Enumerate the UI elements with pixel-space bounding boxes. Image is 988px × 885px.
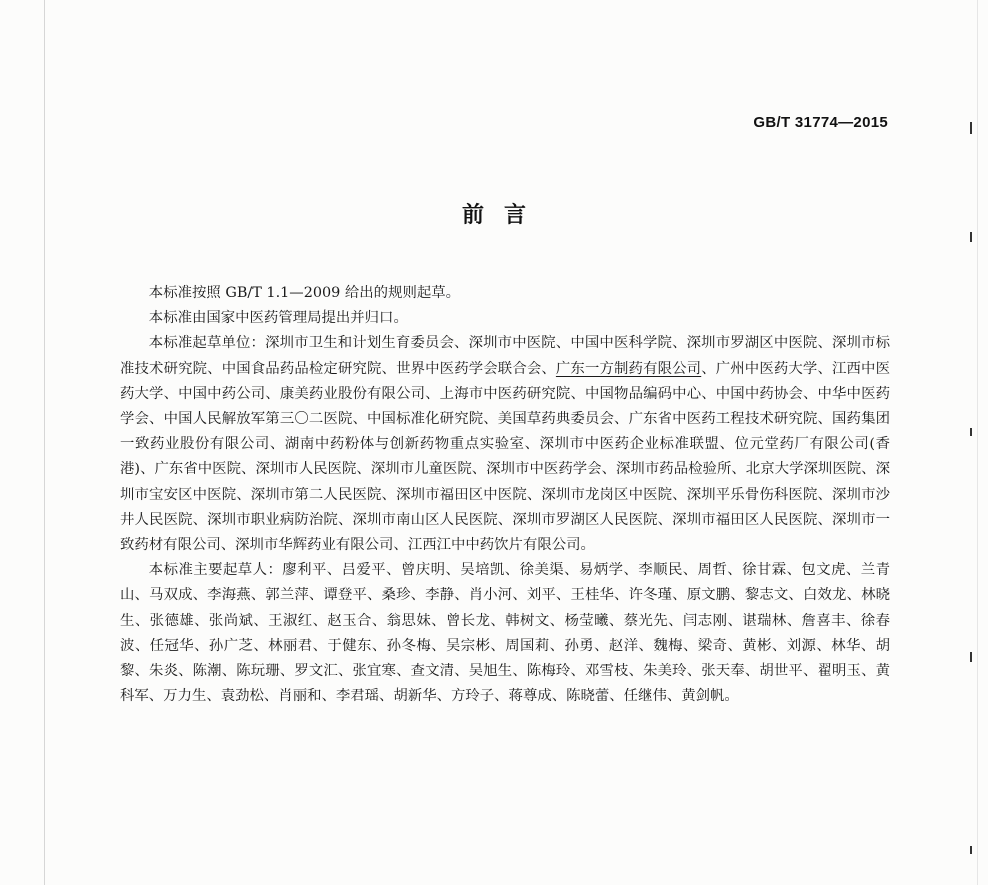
paragraph-drafting-units (120, 331, 890, 558)
margin-mark (970, 652, 972, 662)
paragraph-main-drafters: 本标准主要起草人：廖利平、吕爱平、曾庆明、吴培凯、徐美渠、易炳学、李顺民、周哲、徐甘霖、包文虎、兰青山、马双成、李海燕、郭兰萍、谭登平、桑珍、李静、肖小河、刘平、王桂华、许冬瑾、原文鹏、黎志文、白效龙、林晓生、张德雄、张尚斌、王淑红、赵玉合、翁思妹、曾长龙、韩树文、杨莹曦、蔡光先、闫志刚、谌瑞林、詹喜丰、徐春波、任冠华、孙广芝、林丽君、于健东、孙冬梅、吴宗彬、周国莉、孙勇、赵洋、魏梅、梁奇、黄彬、刘源、林华、胡黎、朱炎、陈潮、陈玩珊、罗文汇、张宜寒、查文清、吴旭生、陈梅玲、邓雪枝、朱美玲、张天奉、胡世平、翟明玉、黄科军、万力生、袁劲松、肖丽和、李君瑶、胡新华、方玲子、蒋尊成、陈晓蕾、任继伟、黄剑帆。 (120, 562, 890, 705)
page-fold-line (44, 0, 45, 885)
section-title: 前言 (461, 203, 546, 228)
margin-mark (970, 122, 972, 134)
document-body (120, 281, 890, 709)
underlined-company: 广东一方制药有限公司 (555, 360, 702, 377)
drafting-units-text-rest: 、广州中医药大学、江西中医药大学、中国中药公司、康美药业股份有限公司、上海市中医药研究院、中国物品编码中心、中国中药协会、中华中医药学会、中国人民解放军第三〇二医院、中国标准化研究院、美国草药典委员会、广东省中医药工程技术研究院、国药集团一致药业股份有限公司、湖南中药粉体与创新药物重点实验室、深圳市中医药企业标准联盟、位元堂药厂有限公司(香港)、广东省中医院、深圳市人民医院、深圳市儿童医院、深圳市中医药学会、深圳市药品检验所、北京大学深圳医院、深圳市宝安区中医院、深圳市第二人民医院、深圳市福田区中医院、深圳市龙岗区中医院、深圳平乐骨伤科医院、深圳市沙井人民医院、深圳市职业病防治院、深圳市南山区人民医院、深圳市罗湖区人民医院、深圳市福田区人民医院、深圳市一致药材有限公司、深圳市华辉药业有限公司、江西江中中药饮片有限公司。 (120, 360, 890, 554)
margin-mark (970, 232, 972, 242)
paragraph-drafting-rule: 本标准按照 GB/T 1.1—2009 给出的规则起草。 (148, 285, 461, 301)
margin-mark (970, 428, 972, 436)
drafting-units-text: 本标准起草单位：深圳市卫生和计划生育委员会、深圳市中医院、中国中医科学院、深圳市罗湖区中医院、深圳市标准技术研究院、中国食品药品检定研究院、世界中医药学会联合会、 (120, 335, 890, 377)
standard-code: GB/T 31774—2015 (753, 114, 888, 131)
paragraph-proposer: 本标准由国家中医药管理局提出并归口。 (148, 310, 408, 327)
margin-mark (970, 846, 972, 854)
page-edge-line (977, 0, 978, 885)
